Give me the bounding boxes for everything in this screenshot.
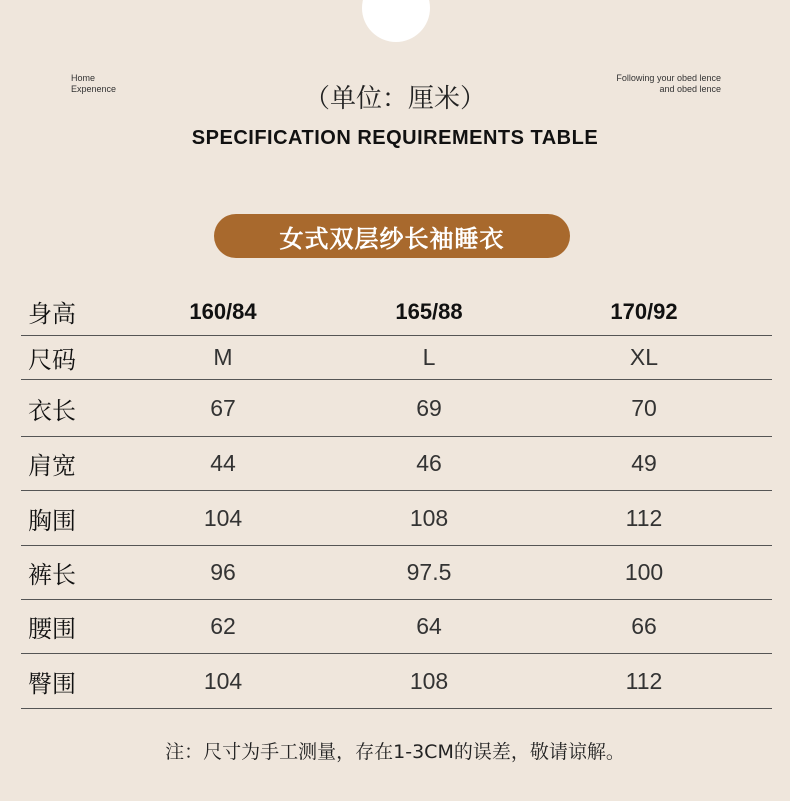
table-cell: 170/92 [610,298,678,324]
table-cell: 96 [210,559,236,585]
table-cell: 64 [416,613,442,639]
slogan-line-1: Following your obed lence [616,73,721,83]
spec-title: SPECIFICATION REQUIREMENTS TABLE [191,127,599,149]
table-cell: 67 [210,394,236,421]
table-cell: 108 [409,504,449,531]
unit-label: （单位：厘米） [303,84,486,114]
table-row [21,546,772,600]
table-row [21,437,772,491]
table-row [21,336,772,380]
row-label: 腰围 [28,615,76,643]
row-label: 衣长 [28,396,76,425]
slogan-line-2: and obed lence [659,84,721,94]
table-cell: 66 [631,613,657,639]
product-title-badge [214,214,570,258]
row-label: 肩宽 [28,452,76,480]
table-row [21,491,772,546]
table-cell: 70 [631,394,657,421]
brand-line-1: Home [71,73,96,83]
row-label: 胸围 [28,506,76,535]
table-cell: 46 [416,450,442,476]
row-label: 身高 [28,300,76,328]
table-cell: XL [629,344,659,370]
table-cell: 160/84 [189,298,257,324]
size-table [21,288,772,709]
table-row [21,380,772,437]
table-cell: 104 [203,504,243,531]
table-cell: 44 [210,450,236,476]
table-cell: M [213,344,233,370]
table-cell: 104 [203,667,243,694]
table-row [21,288,772,336]
table-cell: 97.5 [406,559,452,585]
table-cell: L [422,344,436,370]
row-label: 臀围 [28,669,76,698]
row-label: 裤长 [28,561,76,589]
table-cell: 112 [625,504,663,531]
table-cell: 108 [409,667,449,694]
top-notch-decoration [362,0,430,42]
measurement-note: 注：尺寸为手工测量，存在1-3CM的误差，敬请谅解。 [165,741,625,763]
table-cell: 112 [625,667,663,694]
table-cell: 100 [624,559,664,585]
row-label: 尺码 [28,346,76,374]
brand-line-2: Expenence [71,84,117,94]
table-row [21,600,772,654]
table-cell: 62 [210,613,236,639]
table-cell: 165/88 [395,298,463,324]
product-title: 女式双层纱长袖睡衣 [279,224,505,253]
table-cell: 69 [416,394,442,421]
table-row [21,654,772,709]
table-cell: 49 [631,450,657,476]
